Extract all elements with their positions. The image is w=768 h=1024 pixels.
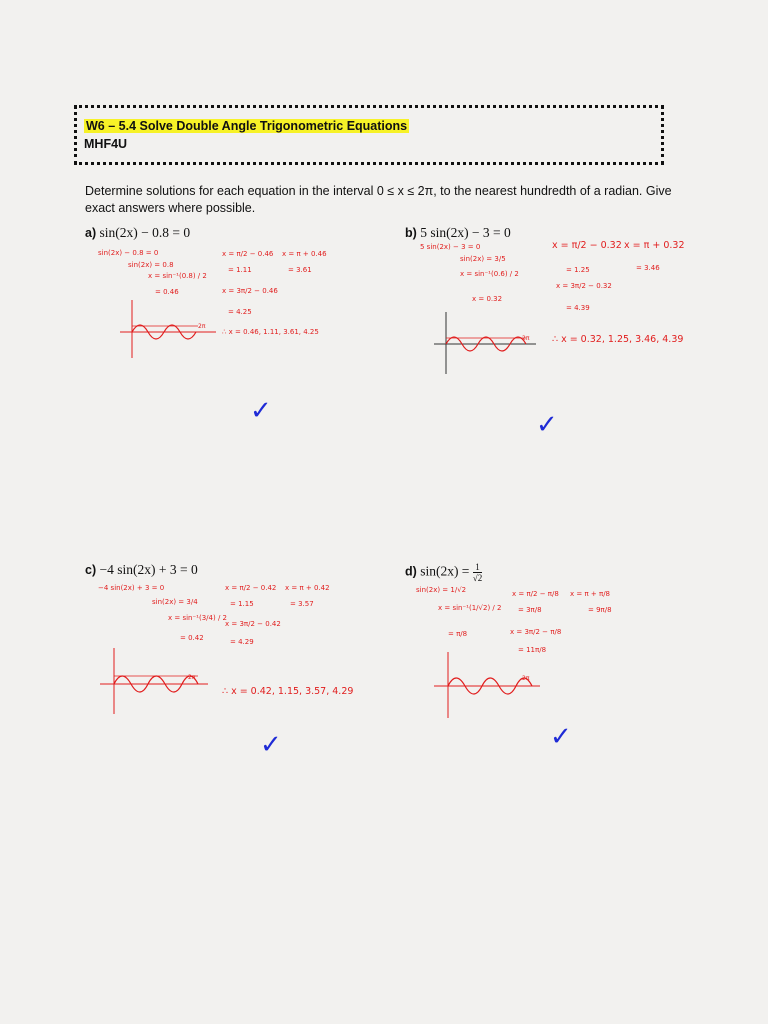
question-a-equation: sin(2x) − 0.8 = 0 (99, 225, 191, 240)
qa-sol3-b: = 4.25 (228, 308, 252, 316)
qb-sol3-b: = 4.39 (566, 304, 590, 312)
qc-sol2-b: = 3.57 (290, 600, 314, 608)
qa-answer: ∴ x = 0.46, 1.11, 3.61, 4.25 (222, 328, 319, 336)
worksheet-title: W6 – 5.4 Solve Double Angle Trigonometric Equations (86, 119, 408, 133)
qa-work-1: sin(2x) − 0.8 = 0 (98, 249, 159, 257)
qc-answer: ∴ x = 0.42, 1.15, 3.57, 4.29 (222, 686, 354, 697)
qc-check-icon: ✓ (260, 730, 282, 760)
qc-sine-graph (98, 648, 210, 716)
qc-sol2-a: x = π + 0.42 (285, 584, 330, 592)
qb-graph-label: 2π (522, 335, 530, 342)
question-c-heading (85, 562, 198, 578)
qd-sol2-b: = 9π/8 (588, 606, 612, 614)
qc-work-2: sin(2x) = 3/4 (152, 598, 198, 606)
qb-sol1-a: x = π/2 − 0.32 (552, 240, 622, 251)
qb-work-2: sin(2x) = 3/5 (460, 255, 506, 263)
qa-sol2-a: x = π + 0.46 (282, 250, 327, 258)
qb-sol2-b: = 3.46 (636, 264, 660, 272)
question-c-label: c) (85, 563, 97, 577)
question-d-fraction (473, 562, 482, 583)
qb-sol1-b: = 1.25 (566, 266, 590, 274)
qd-check-icon: ✓ (550, 722, 572, 752)
question-b-equation: 5 sin(2x) − 3 = 0 (420, 225, 511, 240)
qb-work-1: 5 sin(2x) − 3 = 0 (420, 243, 481, 251)
qc-work-1: −4 sin(2x) + 3 = 0 (98, 584, 165, 592)
qa-sine-graph (118, 300, 218, 360)
qc-sol3-a: x = 3π/2 − 0.42 (225, 620, 281, 628)
instructions: Determine solutions for each equation in the interval 0 ≤ x ≤ 2π, to the nearest hundredth of a radian. Give exact answers where possible. (85, 184, 672, 215)
qc-sol3-b: = 4.29 (230, 638, 254, 646)
qa-sol1-a: x = π/2 − 0.46 (222, 250, 274, 258)
qa-sol3-a: x = 3π/2 − 0.46 (222, 287, 278, 295)
qc-sol1-a: x = π/2 − 0.42 (225, 584, 277, 592)
qd-sol3-a: x = 3π/2 − π/8 (510, 628, 562, 636)
question-a-label: a) (85, 226, 97, 240)
qb-answer: ∴ x = 0.32, 1.25, 3.46, 4.39 (552, 334, 684, 345)
qb-sine-graph (432, 312, 538, 376)
qd-work-3: = π/8 (448, 630, 468, 638)
qa-sol1-b: = 1.11 (228, 266, 252, 274)
qd-work-1: sin(2x) = 1/√2 (416, 586, 467, 594)
question-a-heading (85, 225, 190, 241)
qa-sol2-b: = 3.61 (288, 266, 312, 274)
question-d-heading (405, 562, 482, 583)
qd-work-2: x = sin⁻¹(1/√2) / 2 (438, 604, 502, 612)
qb-sol3-a: x = 3π/2 − 0.32 (556, 282, 612, 290)
qa-graph-label: 2π (198, 323, 206, 330)
question-d-denominator: √2 (472, 573, 483, 583)
qa-work-4: = 0.46 (155, 288, 179, 296)
qd-sol3-b: = 11π/8 (518, 646, 547, 654)
question-b-heading (405, 225, 511, 241)
qb-check-icon: ✓ (536, 410, 558, 440)
question-d-equation: sin(2x) = (420, 563, 473, 579)
question-b-label: b) (405, 226, 417, 240)
question-d-label: d) (405, 564, 417, 579)
qd-sol1-b: = 3π/8 (518, 606, 542, 614)
qc-graph-label: 2π (188, 674, 196, 681)
title-box (74, 105, 664, 165)
qc-work-4: = 0.42 (180, 634, 204, 642)
qc-work-3: x = sin⁻¹(3/4) / 2 (168, 614, 227, 622)
qb-work-3: x = sin⁻¹(0.6) / 2 (460, 270, 519, 278)
question-c-equation: −4 sin(2x) + 3 = 0 (99, 562, 198, 577)
qb-work-4: x = 0.32 (472, 295, 503, 303)
question-d-numerator: 1 (473, 562, 482, 573)
qd-graph-label: 2π (522, 675, 530, 682)
qa-check-icon: ✓ (250, 396, 272, 426)
course-code: MHF4U (84, 137, 128, 151)
qc-sol1-b: = 1.15 (230, 600, 254, 608)
qa-work-2: sin(2x) = 0.8 (128, 261, 174, 269)
qb-sol2-a: x = π + 0.32 (624, 240, 685, 251)
qd-sine-graph (432, 652, 542, 720)
qd-sol1-a: x = π/2 − π/8 (512, 590, 559, 598)
qd-sol2-a: x = π + π/8 (570, 590, 611, 598)
qa-work-3: x = sin⁻¹(0.8) / 2 (148, 272, 207, 280)
